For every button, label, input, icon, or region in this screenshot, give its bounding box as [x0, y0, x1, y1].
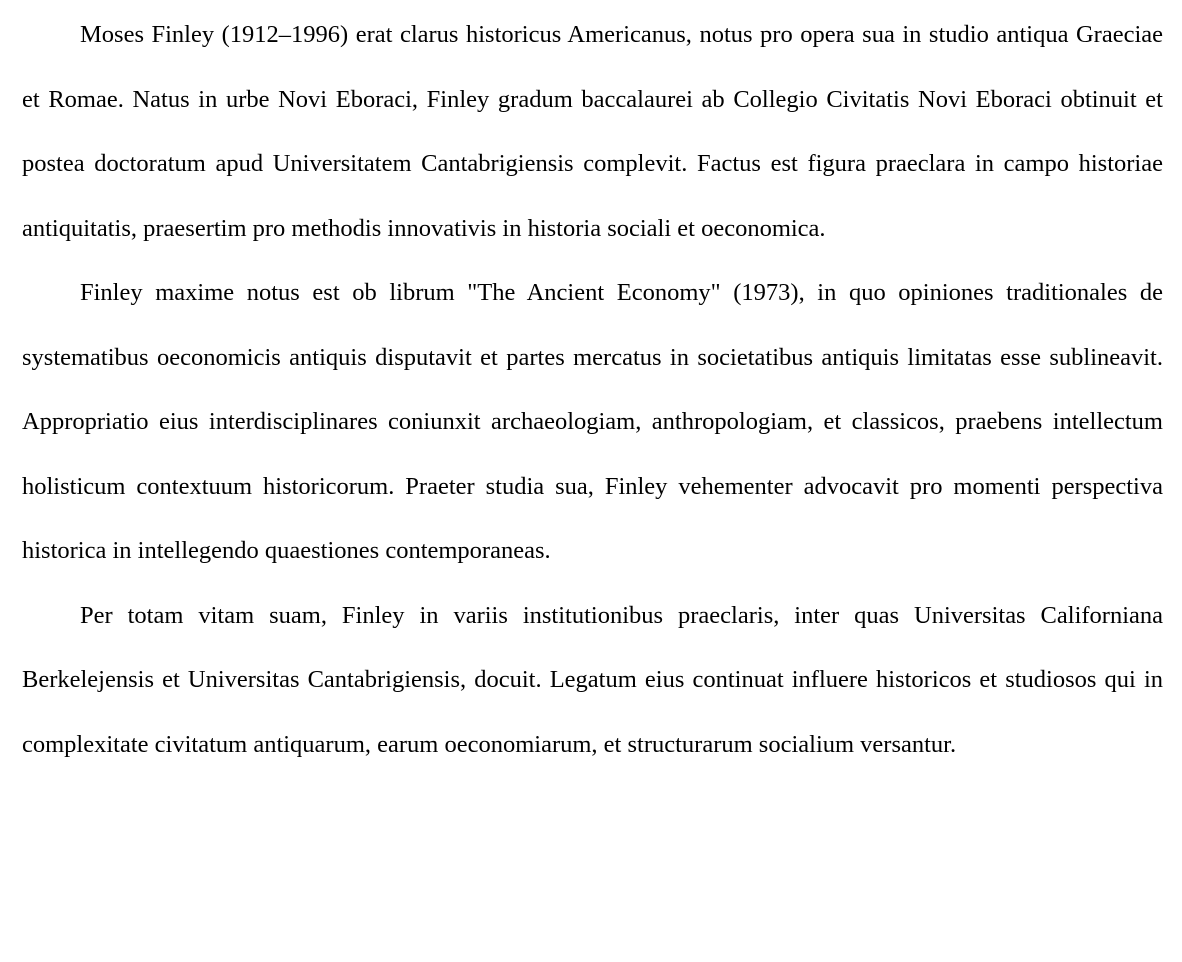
- paragraph-legacy: Per totam vitam suam, Finley in variis institutionibus praeclaris, inter quas Universitas Californiana Berkelejensis et Universitas Cantabrigiensis, docuit. Legatum eius continuat influere historicos et studiosos qui in complexitate civitatum antiquarum, earum oeconomiarum, et structurarum socialium versantur.: [22, 601, 1163, 758]
- paragraph-intro: Moses Finley (1912–1996) erat clarus historicus Americanus, notus pro opera sua in studio antiqua Graeciae et Romae. Natus in urbe Novi Eboraci, Finley gradum baccalaurei ab Collegio Civitatis Novi Eboraci obtinuit et postea doctoratum apud Universitatem Cantabrigiensis complevit. Factus est figura praeclara in campo historiae antiquitatis, praesertim pro methodis innovativis in historia sociali et oeconomica.: [22, 21, 1163, 242]
- document-body: [22, 3, 1163, 777]
- paragraph-ancient-economy: Finley maxime notus est ob librum "The Ancient Economy" (1973), in quo opiniones traditionales de systematibus oeconomicis antiquis disputavit et partes mercatus in societatibus antiquis limitatas esse sublineavit. Appropriatio eius interdisciplinares coniunxit archaeologiam, anthropologiam, et classicos, praebens intellectum holisticum contextuum historicorum. Praeter studia sua, Finley vehementer advocavit pro momenti perspectiva historica in intellegendo quaestiones contemporaneas.: [22, 279, 1163, 564]
